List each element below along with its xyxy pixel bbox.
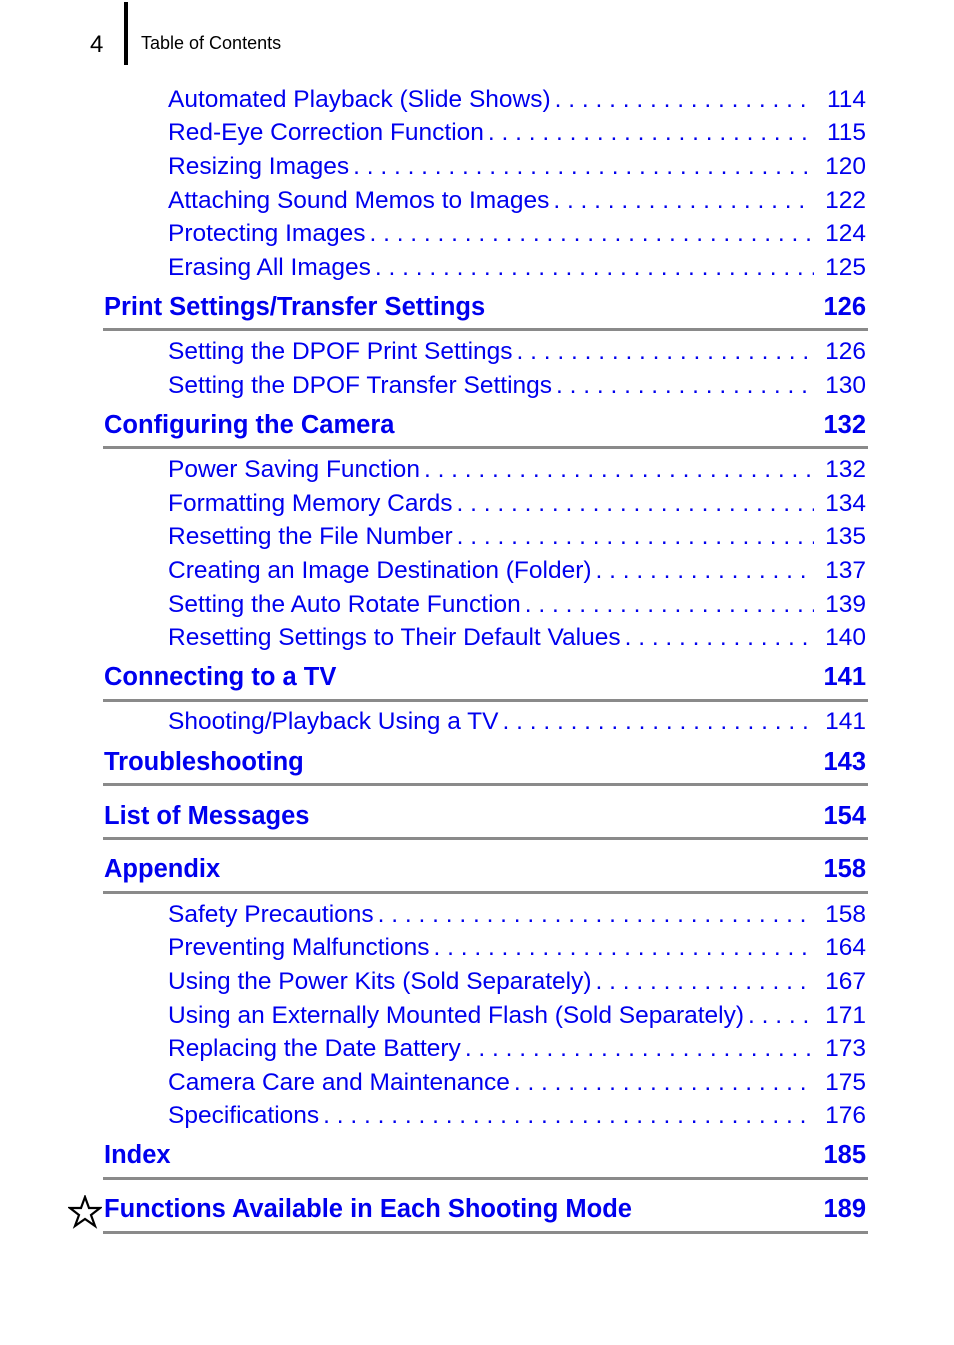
toc-section-troubleshooting[interactable]	[104, 748, 868, 778]
toc-entry-label: Protecting Images	[168, 220, 366, 247]
dot-leader	[365, 220, 814, 248]
toc-section-title: List of Messages	[104, 802, 310, 830]
toc-entry-formatting-cards[interactable]	[168, 490, 866, 520]
toc-section-page: 185	[823, 1141, 866, 1169]
toc-entry-power-saving[interactable]	[168, 456, 866, 486]
toc-entry-camera-care[interactable]	[168, 1069, 866, 1099]
page-number: 4	[90, 31, 104, 58]
dot-leader	[453, 523, 814, 551]
toc-section-title: Index	[104, 1141, 171, 1169]
toc-entry-page: 135	[825, 523, 866, 550]
dot-leader	[429, 934, 814, 962]
toc-entry-label: Using the Power Kits (Sold Separately)	[168, 968, 592, 995]
toc-section-page: 141	[823, 663, 866, 691]
toc-entry-label: Attaching Sound Memos to Images	[168, 187, 550, 214]
section-divider	[103, 328, 868, 331]
toc-entry-page: 132	[825, 456, 866, 483]
toc-section-list-of-messages[interactable]	[104, 802, 868, 832]
toc-entry-page: 114	[826, 86, 866, 113]
toc-entry-tv-playback[interactable]	[168, 708, 866, 738]
section-divider	[103, 783, 868, 786]
toc-entry-page: 124	[825, 220, 866, 247]
toc-entry-page: 120	[825, 153, 866, 180]
toc-entry-label: Formatting Memory Cards	[168, 490, 453, 517]
toc-section-configuring-camera[interactable]	[104, 411, 868, 441]
toc-entry-label: Resetting Settings to Their Default Values	[168, 624, 621, 651]
toc-entry-red-eye[interactable]	[168, 119, 866, 149]
toc-entry-label: Creating an Image Destination (Folder)	[168, 557, 592, 584]
toc-entry-image-destination[interactable]	[168, 557, 866, 587]
toc-entry-page: 140	[825, 624, 866, 651]
dot-leader	[510, 1069, 814, 1097]
dot-leader	[420, 456, 814, 484]
toc-entry-dpof-print[interactable]	[168, 338, 866, 368]
toc-entry-protecting[interactable]	[168, 220, 866, 250]
toc-entry-page: 122	[825, 187, 866, 214]
toc-section-page: 132	[823, 411, 866, 439]
toc-section-page: 158	[823, 855, 866, 883]
dot-leader	[549, 187, 814, 215]
toc-section-index[interactable]	[104, 1141, 868, 1171]
toc-entry-label: Specifications	[168, 1102, 320, 1129]
running-header-title: Table of Contents	[141, 33, 282, 53]
toc-entry-label: Power Saving Function	[168, 456, 420, 483]
toc-section-page: 143	[823, 748, 866, 776]
toc-entry-page: 167	[825, 968, 866, 995]
toc-entry-label: Setting the DPOF Print Settings	[168, 338, 513, 365]
toc-entry-dpof-transfer[interactable]	[168, 372, 866, 402]
toc-entry-preventing-malfunctions[interactable]	[168, 934, 866, 964]
dot-leader	[521, 591, 814, 619]
toc-entry-page: 115	[826, 119, 866, 146]
dot-leader	[621, 624, 814, 652]
header-divider	[124, 2, 128, 65]
toc-entry-page: 137	[825, 557, 866, 584]
toc-entry-label: Replacing the Date Battery	[168, 1035, 461, 1062]
dot-leader	[349, 153, 814, 181]
toc-section-title: Connecting to a TV	[104, 663, 337, 691]
toc-entry-label: Shooting/Playback Using a TV	[168, 708, 499, 735]
dot-leader	[319, 1102, 814, 1130]
toc-entry-date-battery[interactable]	[168, 1035, 866, 1065]
toc-entry-label: Safety Precautions	[168, 901, 374, 928]
dot-leader	[513, 338, 814, 366]
toc-entry-page: 175	[825, 1069, 866, 1096]
toc-entry-label: Using an Externally Mounted Flash (Sold Separately)	[168, 1002, 745, 1029]
toc-entry-safety-precautions[interactable]	[168, 901, 866, 931]
toc-entry-label: Red-Eye Correction Function	[168, 119, 484, 146]
toc-section-print-settings[interactable]	[104, 293, 868, 323]
toc-entry-label: Resizing Images	[168, 153, 350, 180]
toc-entry-page: 173	[825, 1035, 866, 1062]
section-divider	[103, 699, 868, 702]
dot-leader	[552, 372, 814, 400]
dot-leader	[592, 557, 814, 585]
section-divider	[103, 1231, 868, 1234]
toc-entry-reset-defaults[interactable]	[168, 624, 866, 654]
dot-leader	[484, 119, 814, 147]
toc-section-page: 154	[823, 802, 866, 830]
section-divider	[103, 837, 868, 840]
toc-section-connecting-tv[interactable]	[104, 663, 868, 693]
toc-entry-page: 164	[825, 934, 866, 961]
toc-entry-resizing[interactable]	[168, 153, 866, 183]
toc-section-title: Configuring the Camera	[104, 411, 395, 439]
toc-entry-auto-rotate[interactable]	[168, 591, 866, 621]
dot-leader	[592, 968, 815, 996]
toc-section-title: Troubleshooting	[104, 748, 304, 776]
toc-entry-sound-memos[interactable]	[168, 187, 866, 217]
section-divider	[103, 891, 868, 894]
toc-entry-label: Setting the Auto Rotate Function	[168, 591, 521, 618]
section-divider	[103, 1177, 868, 1180]
toc-entry-page: 130	[825, 372, 866, 399]
toc-entry-page: 134	[825, 490, 866, 517]
toc-entry-erasing[interactable]	[168, 254, 866, 284]
toc-entry-file-number[interactable]	[168, 523, 866, 553]
dot-leader	[499, 708, 815, 736]
toc-entry-page: 139	[825, 591, 866, 618]
toc-section-functions-shooting-mode[interactable]	[104, 1195, 868, 1225]
page-header	[0, 0, 954, 70]
dot-leader	[551, 86, 814, 114]
toc-section-title: Functions Available in Each Shooting Mode	[104, 1195, 632, 1223]
dot-leader	[453, 490, 814, 518]
toc-section-title: Appendix	[104, 855, 221, 883]
toc-entry-power-kits[interactable]	[168, 968, 866, 998]
toc-entry-page: 141	[825, 708, 866, 735]
toc-section-page: 189	[823, 1195, 866, 1223]
dot-leader	[371, 254, 814, 282]
toc-entry-label: Preventing Malfunctions	[168, 934, 430, 961]
toc-section-page: 126	[823, 293, 866, 321]
star-icon	[68, 1195, 102, 1229]
toc-entry-page: 125	[825, 254, 866, 281]
toc-section-title: Print Settings/Transfer Settings	[104, 293, 486, 321]
toc-entry-label: Automated Playback (Slide Shows)	[168, 86, 551, 113]
toc-entry-label: Resetting the File Number	[168, 523, 453, 550]
toc-entry-label: Camera Care and Maintenance	[168, 1069, 510, 1096]
toc-entry-page: 158	[825, 901, 866, 928]
toc-entry-label: Setting the DPOF Transfer Settings	[168, 372, 553, 399]
toc-entry-external-flash[interactable]	[168, 1002, 866, 1032]
dot-leader	[374, 901, 814, 929]
dot-leader	[744, 1002, 814, 1030]
section-divider	[103, 446, 868, 449]
dot-leader	[461, 1035, 814, 1063]
toc-entry-slide-shows[interactable]	[168, 86, 866, 116]
toc-entry-page: 176	[825, 1102, 866, 1129]
toc-entry-label: Erasing All Images	[168, 254, 371, 281]
toc-entry-page: 126	[825, 338, 866, 365]
toc-section-appendix[interactable]	[104, 855, 868, 885]
toc-entry-page: 171	[825, 1002, 866, 1029]
toc-entry-specifications[interactable]	[168, 1102, 866, 1132]
